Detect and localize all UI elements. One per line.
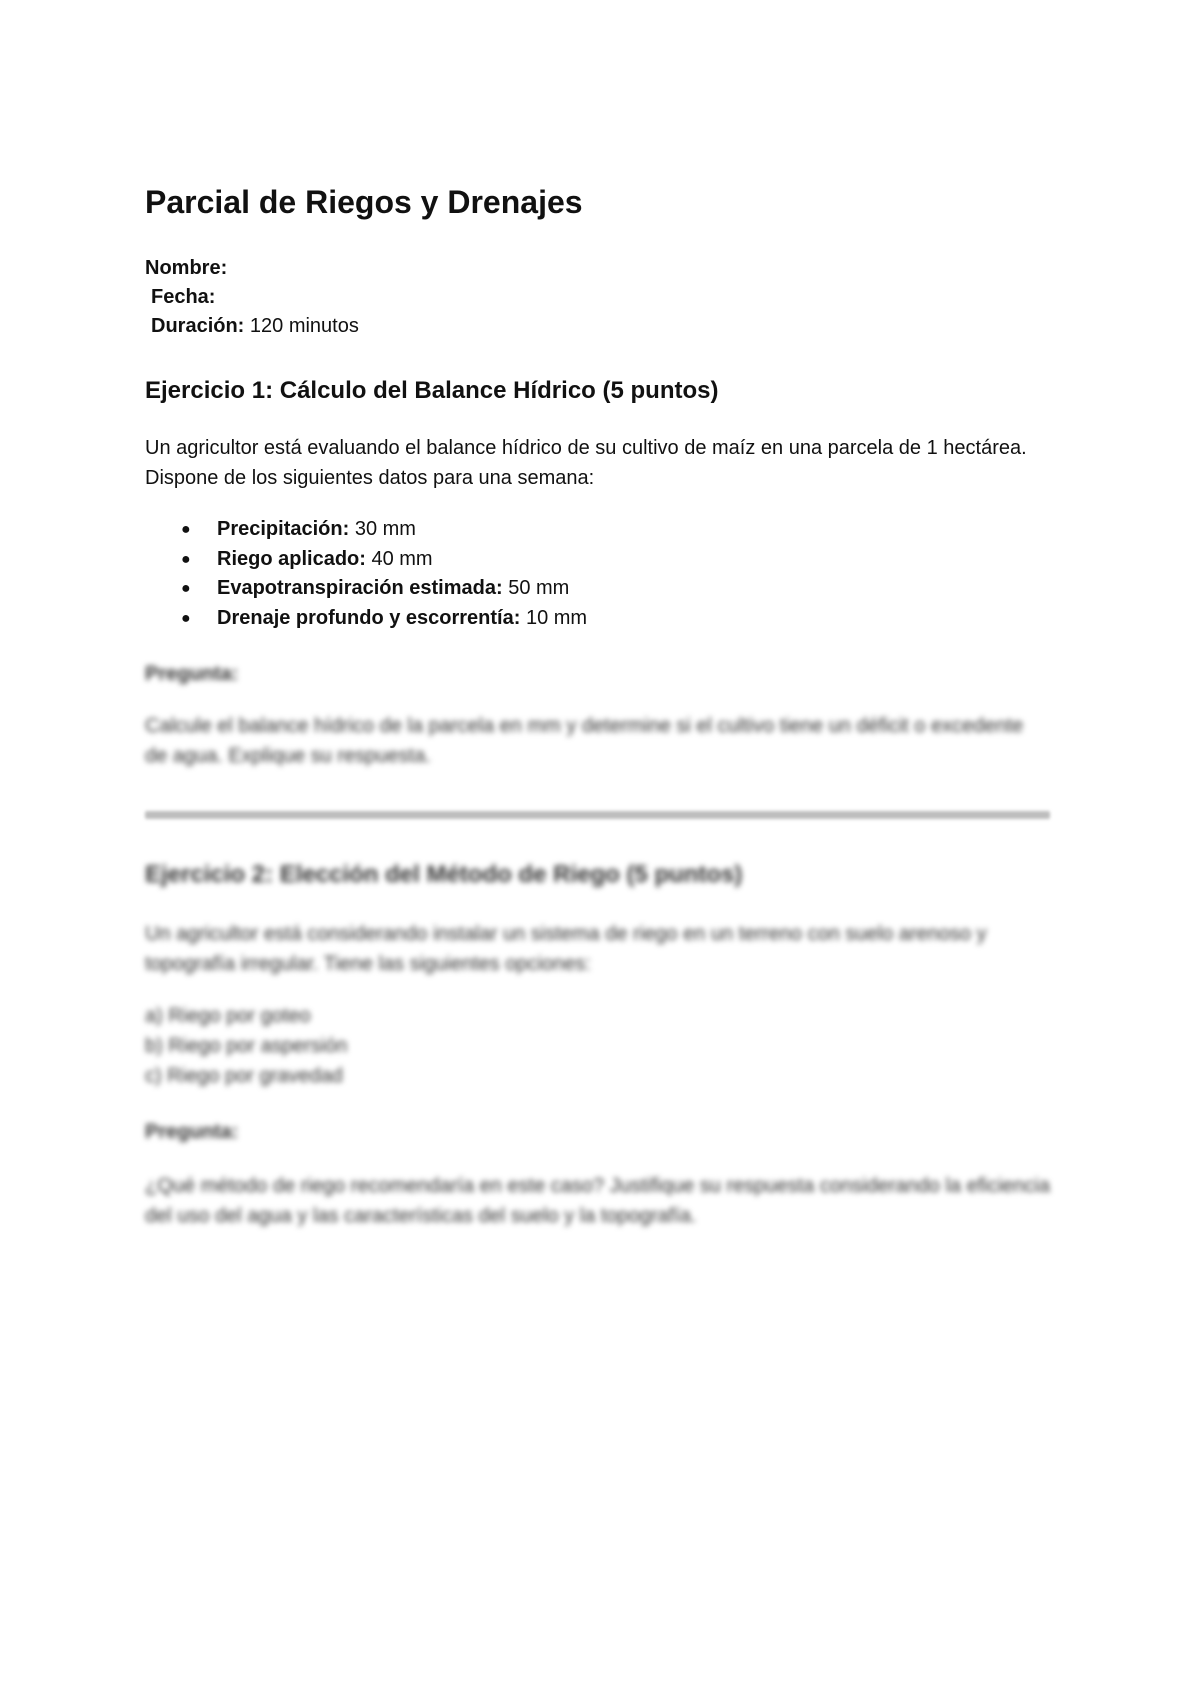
exercise-1-title: Ejercicio 1: Cálculo del Balance Hídrico (5 puntos) <box>145 377 719 404</box>
list-item <box>181 545 1050 575</box>
question-text: Calcule el balance hídrico de la parcela en mm y determine si el cultivo tiene un déficit o excedente de agua. Explique su respuesta. <box>145 715 1024 767</box>
duracion-line <box>145 312 1050 341</box>
option-c: c) Riego por gravedad <box>145 1065 343 1087</box>
option-a: a) Riego por goteo <box>145 1005 311 1027</box>
question-label: Pregunta: <box>145 663 239 685</box>
duracion-value: 120 minutos <box>249 315 359 337</box>
question-text: ¿Qué método de riego recomendaría en este caso? Justifique su respuesta considerando la eficiencia del uso del agua y las características del suelo y la topografía. <box>145 1175 1050 1227</box>
bullet-icon: ● <box>181 580 191 597</box>
exercise-2-question <box>145 1117 1050 1231</box>
bullet-icon: ● <box>181 609 191 627</box>
list-item <box>181 515 1050 545</box>
exercise-2-intro: Un agricultor está considerando instalar un sistema de riego en un terreno con suelo arenoso y topografía irregular. Tiene las siguientes opciones: <box>145 923 987 975</box>
section-divider <box>145 811 1050 819</box>
item-value: 30 mm <box>354 518 416 540</box>
option-b: b) Riego por aspersión <box>145 1035 348 1057</box>
page-title: Parcial de Riegos y Drenajes <box>145 184 583 220</box>
nombre-line <box>145 254 1050 283</box>
exercise-2-title: Ejercicio 2: Elección del Método de Riego (5 puntos) <box>145 861 743 888</box>
list-item <box>181 604 1050 634</box>
exercise-1-data-list <box>145 515 1050 633</box>
nombre-label: Nombre: <box>145 257 228 279</box>
exam-meta <box>145 254 1050 341</box>
exercise-2 <box>145 855 1050 1231</box>
item-value: 50 mm <box>508 577 570 599</box>
exam-page <box>145 176 1050 1231</box>
exercise-1-intro: Un agricultor está evaluando el balance hídrico de su cultivo de maíz en una parcela de 1 hectárea. Dispone de los siguientes datos para una semana: <box>145 437 1027 489</box>
duracion-label: Duración: <box>151 315 245 337</box>
fecha-line <box>145 283 1050 312</box>
item-label: Evapotranspiración estimada: <box>217 577 503 599</box>
exercise-1 <box>145 371 1050 771</box>
item-value: 40 mm <box>371 547 433 570</box>
bullet-icon: ● <box>181 521 191 538</box>
list-item <box>181 574 1050 604</box>
item-label: Drenaje profundo y escorrentía: <box>217 606 521 629</box>
question-label: Pregunta: <box>145 1121 239 1143</box>
item-value: 10 mm <box>525 606 588 629</box>
bullet-icon: ● <box>181 550 191 568</box>
exercise-1-question <box>145 659 1050 771</box>
exercise-2-options <box>145 1001 1050 1091</box>
item-label: Precipitación: <box>217 518 350 540</box>
fecha-label: Fecha: <box>151 286 216 308</box>
item-label: Riego aplicado: <box>217 547 366 570</box>
